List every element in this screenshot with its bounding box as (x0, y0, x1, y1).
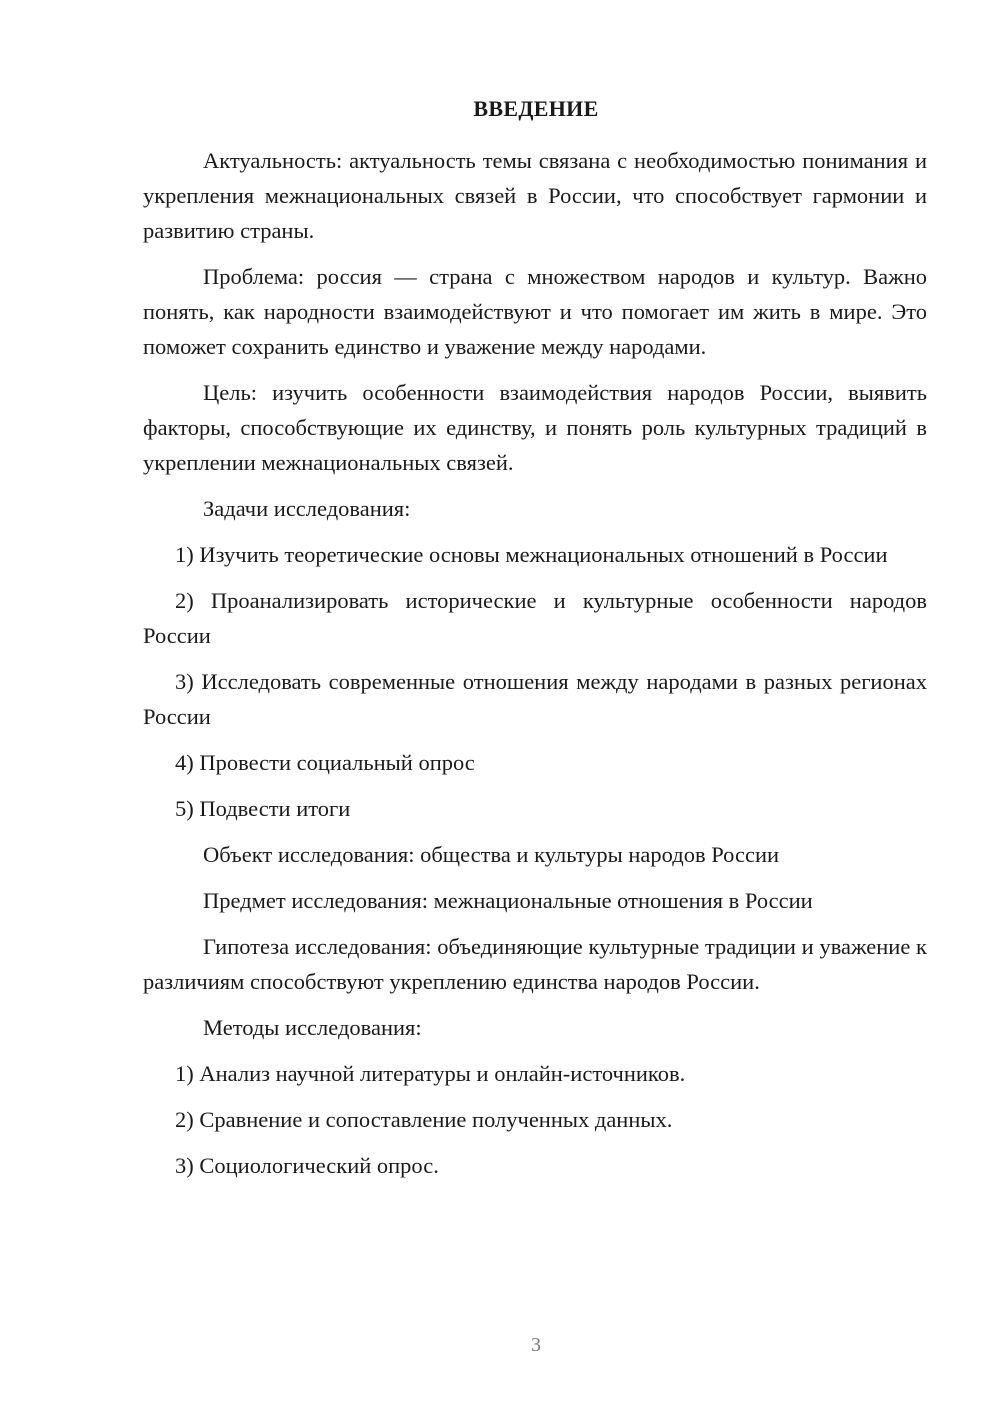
hypothesis-paragraph: Гипотеза исследования: объединяющие культурные традиции и уважение к различиям способствуют укреплению единства народов России. (143, 934, 927, 994)
page-title: ВВЕДЕНИЕ (473, 96, 599, 121)
goal-paragraph: Цель: изучить особенности взаимодействия народов России, выявить факторы, способствующие их единству, и понять роль культурных традиций в укреплении межнациональных связей. (143, 380, 927, 475)
problem-paragraph: Проблема: россия — страна с множеством народов и культур. Важно понять, как народности взаимодействуют и что помогает им жить в мире. Это поможет сохранить единство и уважение между народами. (143, 264, 927, 359)
tasks-heading: Задачи исследования: (203, 496, 411, 521)
relevance-paragraph: Актуальность: актуальность темы связана с необходимостью понимания и укрепления межнациональных связей в России, что способствует гармонии и развитию страны. (143, 148, 927, 243)
method-item: 1) Анализ научной литературы и онлайн-источников. (175, 1061, 686, 1086)
task-item: 4) Провести социальный опрос (175, 750, 475, 775)
task-item: 5) Подвести итоги (175, 796, 351, 821)
task-item: 3) Исследовать современные отношения между народами в разных регионах России (143, 669, 927, 729)
page-number: 3 (531, 1334, 541, 1356)
method-item: 3) Социологический опрос. (175, 1153, 439, 1178)
methods-heading: Методы исследования: (203, 1015, 422, 1040)
method-item: 2) Сравнение и сопоставление полученных данных. (175, 1107, 673, 1132)
task-item: 2) Проанализировать исторические и культурные особенности народов России (143, 588, 927, 648)
subject-paragraph: Предмет исследования: межнациональные отношения в России (203, 888, 813, 913)
object-paragraph: Объект исследования: общества и культуры народов России (203, 842, 780, 867)
task-item: 1) Изучить теоретические основы межнациональных отношений в России (175, 542, 888, 567)
document-body (143, 143, 927, 1194)
